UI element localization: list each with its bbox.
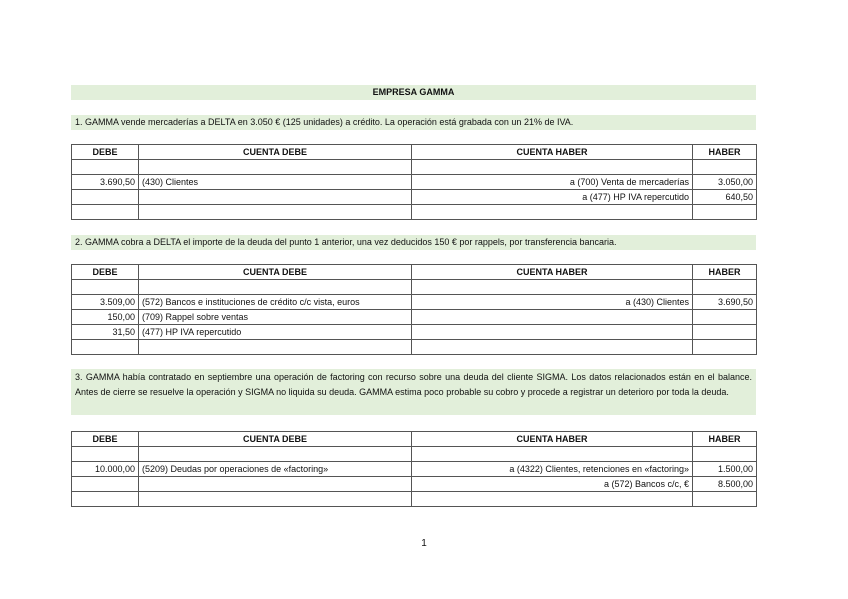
cuenta-haber-cell xyxy=(412,447,693,462)
haber-cell xyxy=(693,492,757,507)
debe-header: DEBE xyxy=(72,432,139,447)
cuenta-debe-cell xyxy=(139,190,412,205)
journal-table-1 xyxy=(71,144,757,220)
cuenta-haber-cell: a (477) HP IVA repercutido xyxy=(412,190,693,205)
page-number: 1 xyxy=(421,538,427,549)
cuenta-debe-cell: (477) HP IVA repercutido xyxy=(139,325,412,340)
cuenta-haber-header: CUENTA HABER xyxy=(412,265,693,280)
cuenta-haber-cell: a (700) Venta de mercaderías xyxy=(412,175,693,190)
table-row xyxy=(72,325,757,340)
haber-cell xyxy=(693,340,757,355)
header-row xyxy=(72,432,757,447)
cuenta-debe-cell xyxy=(139,205,412,220)
debe-cell: 3.509,00 xyxy=(72,295,139,310)
haber-cell: 3.690,50 xyxy=(693,295,757,310)
debe-cell xyxy=(72,492,139,507)
debe-cell xyxy=(72,160,139,175)
haber-cell: 1.500,00 xyxy=(693,462,757,477)
debe-cell xyxy=(72,340,139,355)
cuenta-haber-cell xyxy=(412,310,693,325)
haber-cell xyxy=(693,325,757,340)
table-row xyxy=(72,175,757,190)
debe-cell xyxy=(72,190,139,205)
header-row xyxy=(72,145,757,160)
cuenta-haber-cell xyxy=(412,280,693,295)
haber-cell xyxy=(693,280,757,295)
cuenta-haber-cell: a (430) Clientes xyxy=(412,295,693,310)
haber-cell: 640,50 xyxy=(693,190,757,205)
table-row xyxy=(72,462,757,477)
table-row xyxy=(72,492,757,507)
debe-cell xyxy=(72,477,139,492)
haber-cell xyxy=(693,310,757,325)
haber-header: HABER xyxy=(693,145,757,160)
haber-cell xyxy=(693,160,757,175)
haber-cell xyxy=(693,205,757,220)
table-row xyxy=(72,190,757,205)
haber-cell: 8.500,00 xyxy=(693,477,757,492)
cuenta-haber-header: CUENTA HABER xyxy=(412,145,693,160)
cuenta-haber-header: CUENTA HABER xyxy=(412,432,693,447)
table-row xyxy=(72,280,757,295)
cuenta-debe-cell xyxy=(139,447,412,462)
table-row xyxy=(72,340,757,355)
table-row xyxy=(72,310,757,325)
debe-header: DEBE xyxy=(72,145,139,160)
cuenta-haber-cell xyxy=(412,325,693,340)
cuenta-haber-cell xyxy=(412,340,693,355)
cuenta-haber-cell xyxy=(412,205,693,220)
cuenta-haber-cell xyxy=(412,492,693,507)
cuenta-debe-cell xyxy=(139,160,412,175)
company-title: EMPRESA GAMMA xyxy=(71,85,756,100)
debe-cell xyxy=(72,447,139,462)
journal-table-3 xyxy=(71,431,757,507)
debe-cell xyxy=(72,280,139,295)
table-row xyxy=(72,160,757,175)
cuenta-debe-cell xyxy=(139,492,412,507)
debe-cell: 31,50 xyxy=(72,325,139,340)
haber-header: HABER xyxy=(693,265,757,280)
journal-table-2 xyxy=(71,264,757,355)
cuenta-debe-cell: (572) Bancos e instituciones de crédito c/c vista, euros xyxy=(139,295,412,310)
debe-cell xyxy=(72,205,139,220)
table-row xyxy=(72,205,757,220)
statement-3: 3. GAMMA había contratado en septiembre una operación de factoring con recurso sobre una deuda del cliente SIGMA. Los datos relacionados están en el balance. Antes de cierre se resuelve la operación y SIGMA no liquida su deuda. GAMMA estima poco probable su cobro y procede a registrar un deterioro por toda la deuda. xyxy=(71,369,756,415)
cuenta-debe-cell xyxy=(139,280,412,295)
table-row xyxy=(72,477,757,492)
haber-cell: 3.050,00 xyxy=(693,175,757,190)
table-row xyxy=(72,295,757,310)
cuenta-debe-cell: (5209) Deudas por operaciones de «factoring» xyxy=(139,462,412,477)
statement-1: 1. GAMMA vende mercaderías a DELTA en 3.050 € (125 unidades) a crédito. La operación está grabada con un 21% de IVA. xyxy=(71,115,756,130)
table-row xyxy=(72,447,757,462)
debe-header: DEBE xyxy=(72,265,139,280)
cuenta-debe-header: CUENTA DEBE xyxy=(139,432,412,447)
debe-cell: 150,00 xyxy=(72,310,139,325)
debe-cell: 3.690,50 xyxy=(72,175,139,190)
cuenta-debe-header: CUENTA DEBE xyxy=(139,145,412,160)
haber-cell xyxy=(693,447,757,462)
cuenta-haber-cell: a (4322) Clientes, retenciones en «factoring» xyxy=(412,462,693,477)
cuenta-debe-cell xyxy=(139,477,412,492)
cuenta-debe-cell xyxy=(139,340,412,355)
haber-header: HABER xyxy=(693,432,757,447)
cuenta-haber-cell xyxy=(412,160,693,175)
cuenta-haber-cell: a (572) Bancos c/c, € xyxy=(412,477,693,492)
header-row xyxy=(72,265,757,280)
cuenta-debe-header: CUENTA DEBE xyxy=(139,265,412,280)
statement-2: 2. GAMMA cobra a DELTA el importe de la deuda del punto 1 anterior, una vez deducidos 150 € por rappels, por transferencia bancaria. xyxy=(71,235,756,250)
cuenta-debe-cell: (709) Rappel sobre ventas xyxy=(139,310,412,325)
cuenta-debe-cell: (430) Clientes xyxy=(139,175,412,190)
debe-cell: 10.000,00 xyxy=(72,462,139,477)
